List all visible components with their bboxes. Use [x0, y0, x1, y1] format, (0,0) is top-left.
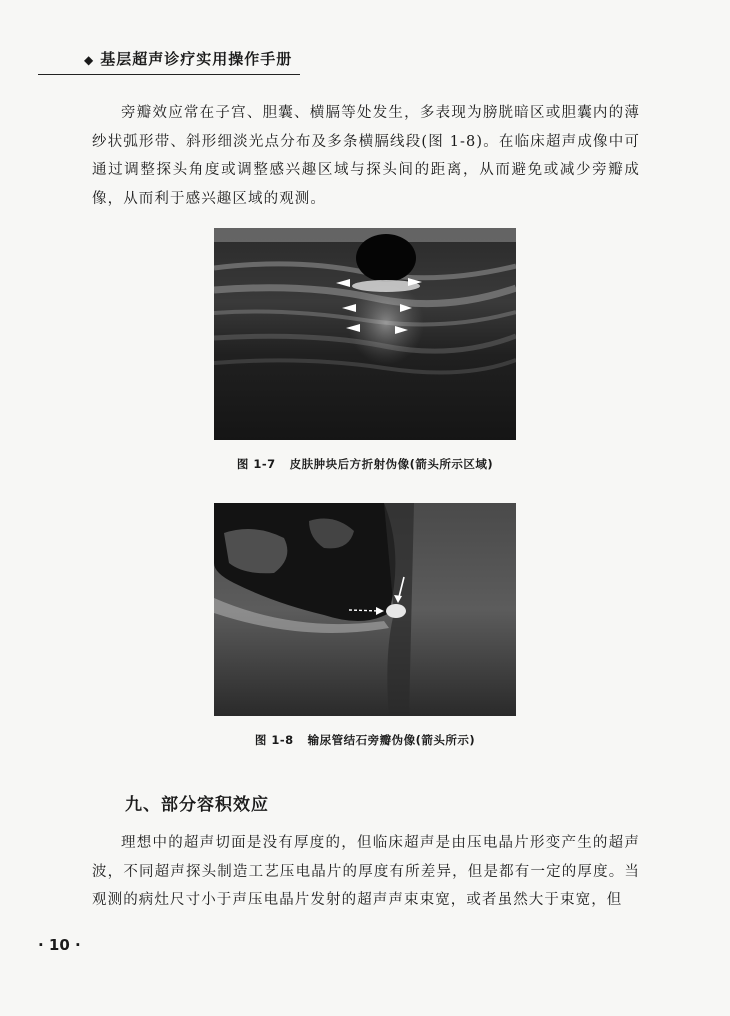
- figure-caption-text: 输尿管结石旁瓣伪像(箭头所示): [307, 733, 476, 747]
- figure-caption-1-8: [0, 732, 730, 748]
- figure-caption-text: 皮肤肿块后方折射伪像(箭头所示区域): [289, 457, 494, 471]
- section-heading: 九、部分容积效应: [125, 795, 269, 815]
- figure-caption-1-7: [0, 456, 730, 472]
- paragraph-side-lobe: 旁瓣效应常在子宫、胆囊、横膈等处发生，多表现为膀胱暗区或胆囊内的薄纱状弧形带、斜形细淡光点分布及多条横膈线段(图 1-8)。在临床超声成像中可通过调整探头角度或调整感兴趣区域与探头间的距离，从而避免或减少旁瓣成像，从而利于感兴趣区域的观测。: [92, 105, 640, 207]
- ultrasound-image-ureteral-stone: [214, 503, 516, 716]
- page-number: · 10 ·: [38, 936, 81, 954]
- header-title: 基层超声诊疗实用操作手册: [100, 50, 293, 68]
- figure-number: 图 1-7: [236, 457, 276, 471]
- running-header: [38, 48, 300, 75]
- paragraph-partial-volume: 理想中的超声切面是没有厚度的，但临床超声是由压电晶片形变产生的超声波，不同超声探头制造工艺压电晶片的厚度有所差异，但是都有一定的厚度。当观测的病灶尺寸小于声压电晶片发射的超声声束束宽，或者虽然大于束宽，但: [92, 835, 640, 908]
- ultrasound-image-skin-mass: [214, 228, 516, 440]
- diamond-icon: ◆: [84, 53, 95, 67]
- figure-number: 图 1-8: [254, 733, 294, 747]
